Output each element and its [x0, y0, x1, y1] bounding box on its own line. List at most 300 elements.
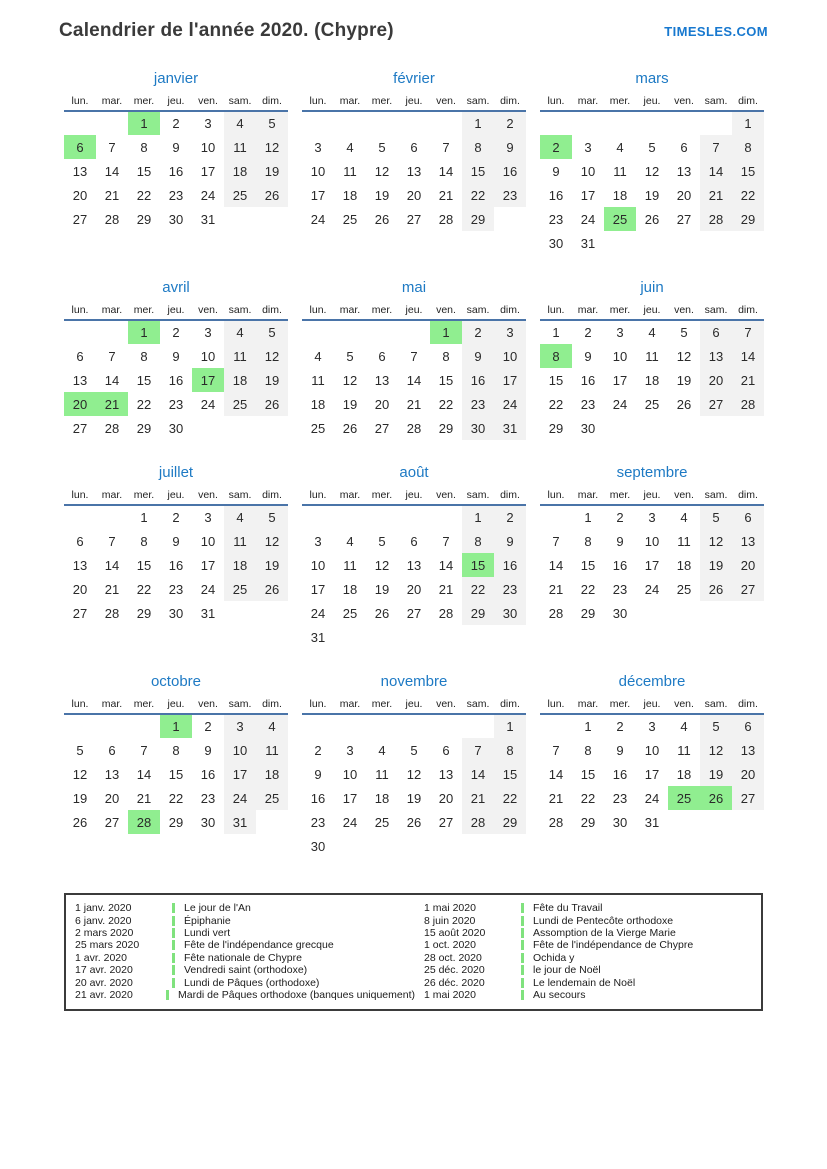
day-cell: 20 — [406, 581, 422, 597]
empty-cell — [302, 714, 334, 738]
weekday-header: mar. — [577, 489, 599, 501]
legend-date: 28 oct. 2020 — [424, 951, 482, 964]
weekday-header: lun. — [71, 489, 89, 501]
weekday-header: mer. — [133, 698, 155, 710]
holiday-marker-icon — [521, 953, 524, 963]
legend-item — [66, 976, 415, 988]
day-cell: 28 — [462, 810, 494, 834]
legend-date: 1 mai 2020 — [424, 902, 476, 915]
empty-cell — [636, 601, 668, 625]
holiday-day-cell: 6 — [64, 135, 96, 159]
month-table — [540, 695, 764, 834]
day-cell: 3 — [224, 714, 256, 738]
month-table — [64, 301, 288, 440]
day-cell: 11 — [375, 766, 389, 782]
day-cell: 7 — [442, 533, 450, 549]
day-cell: 10 — [644, 742, 660, 758]
day-cell: 23 — [310, 814, 326, 830]
day-cell: 27 — [72, 211, 88, 227]
legend-item — [415, 989, 761, 1001]
empty-cell — [224, 601, 256, 625]
holiday-legend — [64, 893, 763, 1011]
weekday-header: jeu. — [643, 489, 661, 501]
month-table — [302, 301, 526, 440]
day-cell: 11 — [256, 738, 288, 762]
day-cell: 21 — [462, 786, 494, 810]
empty-cell — [366, 505, 398, 529]
day-cell: 4 — [616, 139, 624, 155]
day-cell: 15 — [168, 766, 184, 782]
empty-cell — [668, 416, 700, 440]
day-cell: 8 — [140, 348, 148, 364]
day-cell: 22 — [136, 396, 152, 412]
day-cell: 28 — [104, 211, 120, 227]
empty-cell — [302, 111, 334, 135]
day-cell: 17 — [580, 187, 596, 203]
day-cell: 26 — [406, 814, 422, 830]
weekday-header: dim. — [738, 95, 758, 107]
site-link[interactable]: TIMESLES.COM — [664, 24, 768, 39]
day-cell: 11 — [645, 348, 659, 364]
day-cell: 19 — [700, 553, 732, 577]
day-cell: 18 — [644, 372, 660, 388]
day-cell: 30 — [168, 605, 184, 621]
day-cell: 8 — [494, 738, 526, 762]
month-table — [64, 92, 288, 231]
empty-cell — [430, 111, 462, 135]
day-cell: 12 — [644, 163, 660, 179]
day-cell: 31 — [224, 810, 256, 834]
empty-cell — [398, 625, 430, 649]
day-cell: 29 — [548, 420, 564, 436]
weekday-header: dim. — [262, 304, 282, 316]
day-cell: 7 — [410, 348, 418, 364]
day-cell: 20 — [406, 187, 422, 203]
legend-label: Le jour de l'An — [184, 902, 251, 915]
weekday-header: mer. — [371, 698, 393, 710]
holiday-marker-icon — [521, 940, 524, 950]
day-cell: 9 — [616, 533, 624, 549]
empty-cell — [700, 231, 732, 255]
weekday-header: jeu. — [405, 489, 423, 501]
day-cell: 23 — [494, 577, 526, 601]
month-title[interactable]: décembre — [618, 673, 686, 690]
day-cell: 19 — [256, 553, 288, 577]
empty-cell — [494, 625, 526, 649]
day-cell: 9 — [204, 742, 212, 758]
day-cell: 31 — [310, 629, 326, 645]
day-cell: 19 — [256, 159, 288, 183]
day-cell: 19 — [256, 368, 288, 392]
day-cell: 16 — [168, 163, 184, 179]
holiday-marker-icon — [521, 965, 524, 975]
weekday-header: ven. — [674, 698, 694, 710]
day-cell: 12 — [256, 135, 288, 159]
weekday-header: dim. — [738, 304, 758, 316]
empty-cell — [366, 111, 398, 135]
day-cell: 30 — [580, 420, 596, 436]
weekday-header: dim. — [738, 489, 758, 501]
legend-item — [415, 902, 761, 914]
day-cell: 6 — [108, 742, 116, 758]
day-cell: 30 — [612, 814, 628, 830]
day-cell: 11 — [343, 557, 357, 573]
day-cell: 16 — [200, 766, 216, 782]
day-cell: 5 — [378, 139, 386, 155]
month-title[interactable]: août — [399, 464, 429, 481]
day-cell: 19 — [406, 790, 422, 806]
empty-cell — [398, 505, 430, 529]
day-cell: 27 — [72, 605, 88, 621]
day-cell: 11 — [677, 533, 691, 549]
legend-label: Fête nationale de Chypre — [184, 951, 302, 964]
weekday-header: mer. — [133, 489, 155, 501]
day-cell: 24 — [224, 786, 256, 810]
day-cell: 20 — [732, 553, 764, 577]
day-cell: 13 — [374, 372, 390, 388]
legend-date: 21 avr. 2020 — [75, 988, 133, 1001]
empty-cell — [540, 111, 572, 135]
day-cell: 1 — [140, 510, 148, 525]
empty-cell — [668, 601, 700, 625]
weekday-header: ven. — [198, 489, 218, 501]
day-cell: 10 — [310, 557, 326, 573]
day-cell: 1 — [732, 111, 764, 135]
empty-cell — [334, 714, 366, 738]
day-cell: 8 — [462, 135, 494, 159]
weekday-header: mer. — [609, 304, 631, 316]
day-cell: 13 — [72, 557, 88, 573]
day-cell: 14 — [104, 163, 120, 179]
day-cell: 2 — [494, 505, 526, 529]
weekday-header: lun. — [547, 95, 565, 107]
day-cell: 25 — [224, 577, 256, 601]
day-cell: 5 — [648, 139, 656, 155]
weekday-header: mar. — [101, 304, 123, 316]
day-cell: 6 — [700, 320, 732, 344]
empty-cell — [334, 834, 366, 858]
day-cell: 24 — [644, 790, 660, 806]
weekday-header: lun. — [547, 698, 565, 710]
weekday-header: ven. — [198, 95, 218, 107]
weekday-header: mer. — [609, 95, 631, 107]
day-cell: 3 — [346, 742, 354, 758]
holiday-day-cell: 28 — [128, 810, 160, 834]
holiday-day-cell: 17 — [192, 368, 224, 392]
day-cell: 13 — [700, 344, 732, 368]
day-cell: 5 — [346, 348, 354, 364]
day-cell: 21 — [104, 581, 120, 597]
day-cell: 12 — [72, 766, 88, 782]
month-title[interactable]: juin — [640, 279, 664, 296]
empty-cell — [604, 111, 636, 135]
month-table — [540, 92, 764, 255]
empty-cell — [96, 505, 128, 529]
day-cell: 29 — [168, 814, 184, 830]
legend-item — [66, 927, 415, 939]
day-cell: 30 — [462, 416, 494, 440]
day-cell: 29 — [136, 605, 152, 621]
day-cell: 10 — [200, 139, 216, 155]
day-cell: 28 — [548, 814, 564, 830]
day-cell: 30 — [168, 420, 184, 436]
day-cell: 9 — [172, 348, 180, 364]
month-title[interactable]: mai — [401, 279, 427, 296]
empty-cell — [700, 111, 732, 135]
empty-cell — [572, 111, 604, 135]
month-title[interactable]: septembre — [616, 464, 688, 481]
day-cell: 16 — [494, 159, 526, 183]
day-cell: 22 — [732, 183, 764, 207]
day-cell: 11 — [224, 135, 256, 159]
month-juin — [540, 277, 764, 440]
day-cell: 14 — [462, 762, 494, 786]
day-cell: 22 — [438, 396, 454, 412]
weekday-header: lun. — [309, 304, 327, 316]
empty-cell — [540, 714, 572, 738]
day-cell: 6 — [410, 533, 418, 549]
day-cell: 26 — [72, 814, 88, 830]
empty-cell — [334, 505, 366, 529]
holiday-day-cell: 15 — [462, 553, 494, 577]
legend-label: Vendredi saint (orthodoxe) — [184, 964, 308, 977]
day-cell: 5 — [256, 505, 288, 529]
legend-label: Au secours — [533, 988, 586, 1001]
day-cell: 31 — [580, 235, 596, 251]
legend-label: Mardi de Pâques orthodoxe (banques uniquement) — [178, 988, 415, 1001]
empty-cell — [604, 231, 636, 255]
month-avril — [64, 277, 288, 440]
day-cell: 25 — [310, 420, 326, 436]
empty-cell — [334, 625, 366, 649]
day-cell: 15 — [462, 159, 494, 183]
day-cell: 12 — [406, 766, 422, 782]
day-cell: 25 — [374, 814, 390, 830]
day-cell: 11 — [224, 529, 256, 553]
empty-cell — [366, 625, 398, 649]
month-octobre — [64, 671, 288, 834]
day-cell: 27 — [700, 392, 732, 416]
month-title[interactable]: octobre — [150, 673, 202, 690]
holiday-marker-icon — [521, 990, 524, 1000]
day-cell: 11 — [311, 372, 325, 388]
empty-cell — [96, 320, 128, 344]
day-cell: 15 — [548, 372, 564, 388]
month-title[interactable]: juillet — [158, 464, 194, 481]
day-cell: 24 — [200, 581, 216, 597]
day-cell: 26 — [374, 211, 390, 227]
day-cell: 10 — [580, 163, 596, 179]
day-cell: 12 — [342, 372, 358, 388]
month-title[interactable]: février — [393, 70, 435, 87]
weekday-header: sam. — [466, 304, 490, 316]
day-cell: 18 — [612, 187, 628, 203]
month-mars — [540, 68, 764, 255]
day-cell: 29 — [462, 601, 494, 625]
legend-column-1 — [66, 902, 415, 1001]
day-cell: 21 — [136, 790, 152, 806]
day-cell: 31 — [200, 605, 216, 621]
day-cell: 18 — [256, 762, 288, 786]
day-cell: 11 — [677, 742, 691, 758]
day-cell: 7 — [552, 533, 560, 549]
day-cell: 27 — [406, 605, 422, 621]
day-cell: 25 — [342, 211, 358, 227]
legend-label: Fête du Travail — [533, 902, 603, 915]
empty-cell — [192, 416, 224, 440]
month-décembre — [540, 671, 764, 834]
day-cell: 3 — [314, 533, 322, 549]
weekday-header: dim. — [262, 95, 282, 107]
empty-cell — [302, 320, 334, 344]
day-cell: 14 — [438, 557, 454, 573]
day-cell: 24 — [200, 396, 216, 412]
weekday-header: sam. — [704, 95, 728, 107]
weekday-header: mer. — [371, 95, 393, 107]
month-title[interactable]: mars — [635, 70, 669, 87]
day-cell: 23 — [612, 581, 628, 597]
day-cell: 13 — [406, 557, 422, 573]
day-cell: 7 — [108, 139, 116, 155]
day-cell: 6 — [732, 505, 764, 529]
day-cell: 6 — [732, 714, 764, 738]
day-cell: 10 — [224, 738, 256, 762]
day-cell: 15 — [136, 557, 152, 573]
day-cell: 20 — [72, 187, 88, 203]
day-cell: 30 — [612, 605, 628, 621]
day-cell: 10 — [200, 533, 216, 549]
weekday-header: dim. — [500, 95, 520, 107]
weekday-header: ven. — [436, 304, 456, 316]
weekday-header: mar. — [577, 304, 599, 316]
empty-cell — [64, 320, 96, 344]
empty-cell — [224, 207, 256, 231]
holiday-day-cell: 25 — [668, 786, 700, 810]
month-table — [540, 486, 764, 625]
weekday-header: ven. — [674, 304, 694, 316]
day-cell: 11 — [343, 163, 357, 179]
day-cell: 29 — [494, 810, 526, 834]
day-cell: 3 — [648, 510, 656, 525]
day-cell: 9 — [314, 766, 322, 782]
empty-cell — [96, 111, 128, 135]
legend-item — [66, 989, 415, 1001]
weekday-header: mer. — [609, 489, 631, 501]
day-cell: 21 — [548, 581, 564, 597]
weekday-header: lun. — [547, 304, 565, 316]
month-title[interactable]: avril — [162, 279, 190, 296]
day-cell: 29 — [580, 814, 596, 830]
weekday-header: dim. — [500, 698, 520, 710]
empty-cell — [64, 111, 96, 135]
weekday-header: jeu. — [405, 304, 423, 316]
day-cell: 5 — [256, 111, 288, 135]
empty-cell — [302, 505, 334, 529]
empty-cell — [668, 231, 700, 255]
month-table — [64, 695, 288, 834]
day-cell: 10 — [342, 766, 358, 782]
page-title: Calendrier de l'année 2020. (Chypre) — [59, 20, 394, 41]
day-cell: 12 — [256, 344, 288, 368]
day-cell: 14 — [732, 344, 764, 368]
holiday-marker-icon — [521, 978, 524, 988]
legend-item — [66, 902, 415, 914]
empty-cell — [668, 810, 700, 834]
day-cell: 19 — [676, 372, 692, 388]
holiday-marker-icon — [172, 916, 175, 926]
holiday-marker-icon — [172, 965, 175, 975]
day-cell: 25 — [256, 786, 288, 810]
empty-cell — [96, 714, 128, 738]
empty-cell — [732, 810, 764, 834]
day-cell: 20 — [374, 396, 390, 412]
empty-cell — [256, 810, 288, 834]
day-cell: 29 — [580, 605, 596, 621]
day-cell: 3 — [648, 719, 656, 734]
weekday-header: sam. — [704, 698, 728, 710]
holiday-day-cell: 20 — [64, 392, 96, 416]
holiday-day-cell: 26 — [700, 786, 732, 810]
weekday-header: dim. — [262, 698, 282, 710]
empty-cell — [604, 416, 636, 440]
day-cell: 9 — [172, 139, 180, 155]
day-cell: 16 — [612, 766, 628, 782]
weekday-header: ven. — [674, 489, 694, 501]
holiday-marker-icon — [172, 903, 175, 913]
day-cell: 6 — [410, 139, 418, 155]
legend-date: 15 août 2020 — [424, 926, 486, 939]
day-cell: 2 — [204, 719, 212, 734]
holiday-day-cell: 25 — [604, 207, 636, 231]
legend-date: 26 déc. 2020 — [424, 976, 485, 989]
day-cell: 14 — [700, 159, 732, 183]
day-cell: 16 — [612, 557, 628, 573]
day-cell: 31 — [644, 814, 660, 830]
empty-cell — [732, 416, 764, 440]
day-cell: 30 — [494, 601, 526, 625]
weekday-header: mar. — [101, 489, 123, 501]
empty-cell — [636, 231, 668, 255]
legend-item — [66, 964, 415, 976]
legend-label: le jour de Noël — [533, 964, 601, 977]
day-cell: 28 — [438, 211, 454, 227]
day-cell: 2 — [172, 510, 180, 525]
day-cell: 5 — [76, 742, 84, 758]
day-cell: 6 — [378, 348, 386, 364]
day-cell: 28 — [104, 605, 120, 621]
day-cell: 12 — [676, 348, 692, 364]
legend-label: Ochida y — [533, 951, 575, 964]
empty-cell — [64, 714, 96, 738]
day-cell: 30 — [168, 211, 184, 227]
day-cell: 20 — [700, 368, 732, 392]
day-cell: 2 — [584, 325, 592, 340]
month-title[interactable]: janvier — [153, 70, 199, 87]
day-cell: 1 — [462, 111, 494, 135]
day-cell: 14 — [104, 372, 120, 388]
legend-date: 25 mars 2020 — [75, 939, 140, 952]
day-cell: 28 — [732, 392, 764, 416]
weekday-header: sam. — [466, 95, 490, 107]
legend-item — [415, 952, 761, 964]
legend-item — [66, 939, 415, 951]
day-cell: 18 — [374, 790, 390, 806]
legend-item — [415, 914, 761, 926]
day-cell: 6 — [442, 742, 450, 758]
day-cell: 29 — [136, 420, 152, 436]
day-cell: 5 — [680, 325, 688, 340]
month-title[interactable]: novembre — [380, 673, 448, 690]
